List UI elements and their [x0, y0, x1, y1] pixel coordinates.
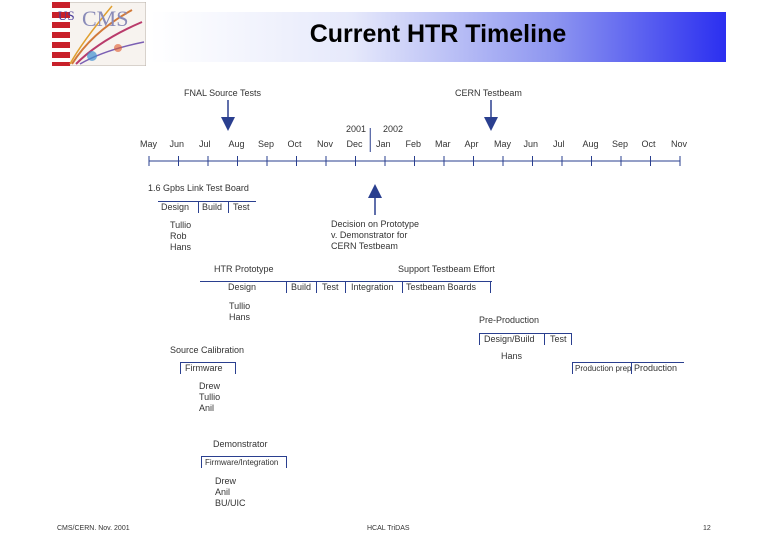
link-board-title: 1.6 Gpbs Link Test Board [148, 183, 249, 193]
link-person-1: Tullio [170, 220, 192, 230]
decision-line-1: Decision on Prototype [331, 219, 420, 229]
htr-testbeam-boards-cell: Testbeam Boards [406, 282, 477, 292]
year-2002-label: 2002 [383, 124, 404, 134]
month-label-18: Nov [671, 139, 688, 149]
htr-sep-3 [345, 281, 346, 293]
src-person-1: Drew [199, 381, 221, 391]
pre-person-1: Hans [501, 351, 523, 361]
htr-sep-4 [402, 281, 403, 293]
link-build-cell: Build [202, 202, 223, 212]
htr-build-cell: Build [291, 282, 312, 292]
fnal-arrow-head [221, 117, 235, 131]
demo-person-1: Drew [215, 476, 237, 486]
htr-prototype-title: HTR Prototype [214, 264, 274, 274]
support-testbeam-title: Support Testbeam Effort [398, 264, 495, 274]
decision-line-3: CERN Testbeam [331, 241, 398, 251]
demo-sep-0 [201, 456, 202, 468]
month-label-9: Feb [405, 139, 422, 149]
demo-person-2: Anil [215, 487, 231, 497]
month-label-0: May [140, 139, 158, 149]
link-person-2: Rob [170, 231, 187, 241]
htr-test-cell: Test [322, 282, 339, 292]
source-calibration-title: Source Calibration [170, 345, 245, 355]
pre-design-build-cell: Design/Build [484, 334, 535, 344]
firmware-cell: Firmware [185, 363, 223, 373]
htr-sep-2 [316, 281, 317, 293]
month-label-7: Dec [346, 139, 363, 149]
logo-us-text: US [58, 8, 75, 23]
link-board-bar [158, 201, 256, 212]
source-calibration-bar [180, 362, 236, 373]
cern-arrow-head [484, 117, 498, 131]
demo-person-3: BU/UIC [215, 498, 246, 508]
link-sep-2 [228, 201, 229, 213]
logo-cms-text: CMS [82, 6, 129, 31]
month-label-14: Jul [553, 139, 565, 149]
month-label-12: May [494, 139, 512, 149]
month-label-4: Sep [258, 139, 275, 149]
pre-sep-2 [571, 333, 572, 345]
htr-prototype-bar [200, 281, 492, 292]
month-label-6: Nov [317, 139, 334, 149]
demo-sep-1 [286, 456, 287, 468]
month-label-11: Apr [464, 139, 479, 149]
htr-person-2: Hans [229, 312, 251, 322]
prod-sep-0 [572, 362, 573, 374]
demonstrator-bar [201, 456, 287, 467]
htr-person-1: Tullio [229, 301, 251, 311]
decision-arrow-head [368, 184, 382, 198]
pre-sep-0 [479, 333, 480, 345]
month-label-17: Oct [641, 139, 656, 149]
production-prep-cell: Production prep [575, 364, 632, 373]
month-label-8: Jan [376, 139, 391, 149]
demonstrator-title: Demonstrator [213, 439, 268, 449]
link-person-3: Hans [170, 242, 192, 252]
firmware-integration-cell: Firmware/Integration [205, 458, 279, 467]
htr-integration-cell: Integration [351, 282, 394, 292]
decision-line-2: v. Demonstrator for [331, 230, 408, 240]
month-label-15: Aug [582, 139, 599, 149]
src-sep-0 [180, 362, 181, 374]
src-person-2: Tullio [199, 392, 221, 402]
year-2001-label: 2001 [346, 124, 367, 134]
link-sep-1 [198, 201, 199, 213]
month-label-13: Jun [523, 139, 539, 149]
htr-design-cell: Design [228, 282, 257, 292]
pre-production-bar [479, 333, 572, 344]
htr-sep-5 [490, 281, 491, 293]
production-bar [572, 362, 684, 373]
footer-center: HCAL TriDAS [367, 525, 410, 532]
slide-title: Current HTR Timeline [309, 20, 567, 48]
link-test-cell: Test [233, 202, 250, 212]
link-design-cell: Design [161, 202, 190, 212]
month-label-2: Jul [199, 139, 211, 149]
prod-sep-1 [631, 362, 632, 374]
month-label-1: Jun [169, 139, 185, 149]
pre-production-title: Pre-Production [479, 315, 540, 325]
cern-label: CERN Testbeam [455, 88, 522, 98]
month-label-3: Aug [228, 139, 245, 149]
htr-sep-1 [286, 281, 287, 293]
src-person-3: Anil [199, 403, 215, 413]
fnal-label: FNAL Source Tests [184, 88, 262, 98]
footer-page-number: 12 [703, 525, 711, 532]
month-label-5: Oct [287, 139, 302, 149]
footer-left: CMS/CERN. Nov. 2001 [57, 525, 130, 532]
pre-sep-1 [544, 333, 545, 345]
production-cell: Production [634, 363, 678, 373]
pre-test-cell: Test [550, 334, 567, 344]
month-label-10: Mar [435, 139, 451, 149]
month-label-16: Sep [612, 139, 629, 149]
src-sep-1 [235, 362, 236, 374]
